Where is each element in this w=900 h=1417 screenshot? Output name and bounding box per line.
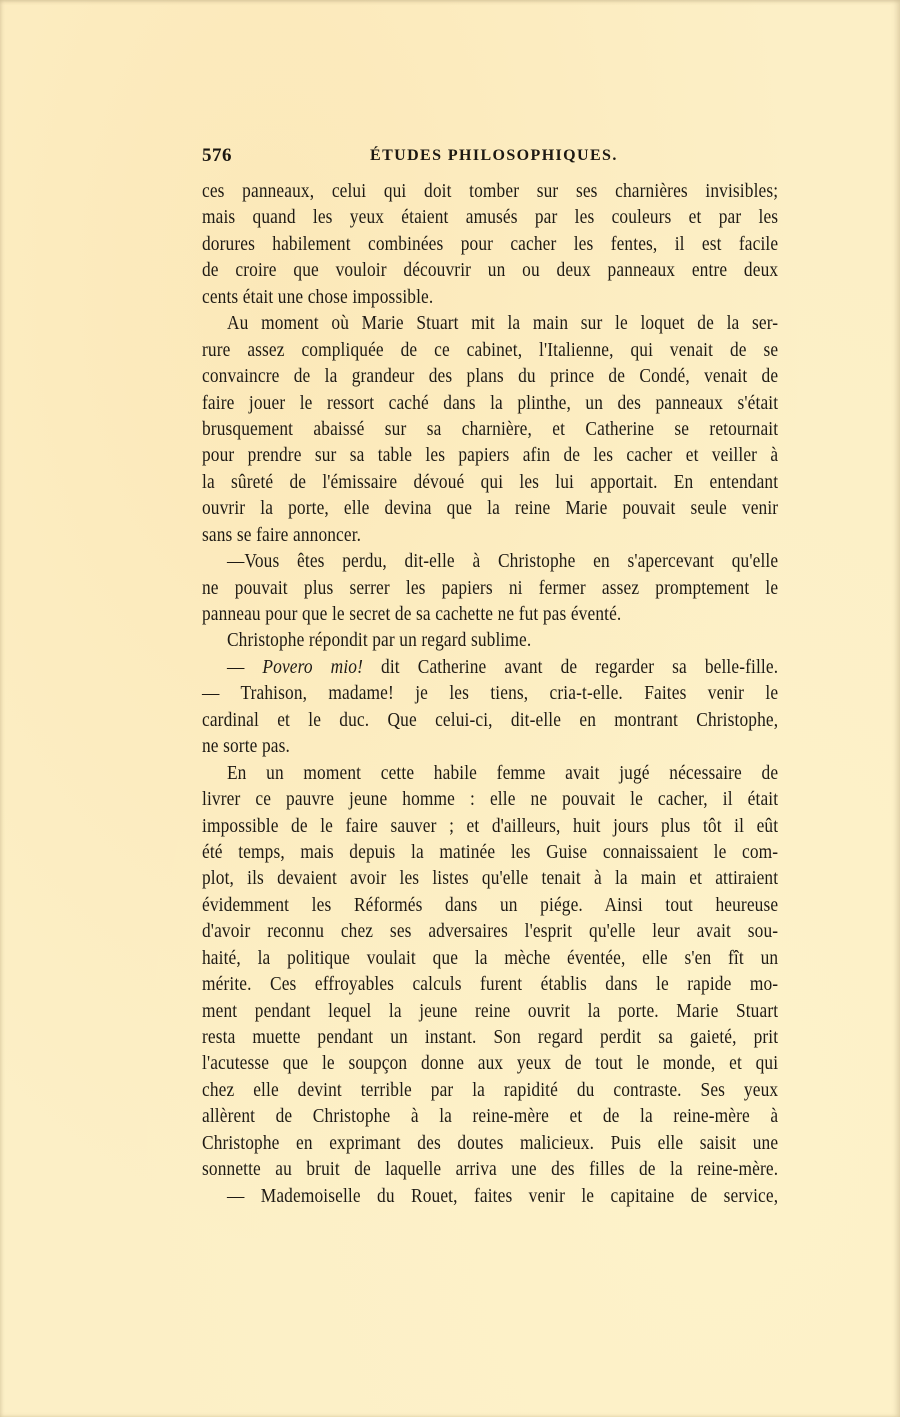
text-line: resta muette pendant un instant. Son regard perdit sa gaieté, prit bbox=[202, 1026, 779, 1048]
text-line: l'acutesse que le soupçon donne aux yeux de tout le monde, et qui bbox=[202, 1052, 779, 1075]
text-lines bbox=[202, 178, 778, 1209]
page-header bbox=[202, 145, 778, 169]
text-line: pour prendre sur sa table les papiers afin de les cacher et veiller à bbox=[202, 444, 779, 467]
text-line: plot, ils devaient avoir les listes qu'elle tenait à la main et attiraient bbox=[202, 867, 779, 890]
text-line: Christophe en exprimant des doutes malicieux. Puis elle saisit une bbox=[202, 1131, 779, 1154]
text-line: ouvrir la porte, elle devina que la reine Marie pouvait seule venir bbox=[202, 497, 779, 520]
text-line: dorures habilement combinées pour cacher les fentes, il est facile bbox=[202, 232, 779, 255]
text-line: livrer ce pauvre jeune homme : elle ne pouvait le cacher, il était bbox=[202, 788, 779, 811]
text-line: été temps, mais depuis la matinée les Guise connaissaient le com- bbox=[202, 840, 779, 863]
text-line: brusquement abaissé sur sa charnière, et Catherine se retournait bbox=[202, 417, 779, 440]
text-line: haité, la politique voulait que la mèche éventée, elle s'en fît un bbox=[202, 946, 779, 969]
text-line: la sûreté de l'émissaire dévoué qui les lui apportait. En entendant bbox=[202, 470, 779, 493]
text-line: —Vous êtes perdu, dit-elle à Christophe en s'apercevant qu'elle bbox=[226, 550, 779, 573]
body-text bbox=[202, 178, 779, 1209]
text-line: panneau pour que le secret de sa cachette ne fut pas éventé. bbox=[202, 603, 622, 625]
line-remainder: dit Catherine avant de regarder sa belle-fille. bbox=[363, 655, 779, 678]
text-line: allèrent de Christophe à la reine-mère et de la reine-mère à bbox=[202, 1105, 779, 1128]
text-line: mais quand les yeux étaient amusés par les couleurs et par les bbox=[202, 206, 779, 229]
text-line: faire jouer le ressort caché dans la plinthe, un des panneaux s'était bbox=[202, 391, 779, 414]
text-line: — Trahison, madame! je les tiens, cria-t-elle. Faites venir le bbox=[202, 682, 779, 705]
italic-phrase: Povero mio! bbox=[262, 655, 364, 678]
text-line: sans se faire annoncer. bbox=[202, 523, 362, 546]
text-line: ne sorte pas. bbox=[202, 735, 290, 758]
text-line: ne pouvait plus serrer les papiers ni fermer assez promptement le bbox=[202, 576, 779, 599]
text-line: impossible de le faire sauver ; et d'ailleurs, huit jours plus tôt il eût bbox=[202, 814, 779, 837]
text-line: de croire que vouloir découvrir un ou deux panneaux entre deux bbox=[202, 259, 779, 282]
text-line: cardinal et le duc. Que celui-ci, dit-elle en montrant Christophe, bbox=[202, 708, 779, 731]
running-head: ÉTUDES PHILOSOPHIQUES. bbox=[370, 147, 618, 164]
text-line: ment pendant lequel la jeune reine ouvrit la porte. Marie Stuart bbox=[202, 999, 779, 1022]
text-line: évidemment les Réformés dans un piége. Ainsi tout heureuse bbox=[202, 893, 779, 916]
text-line: ces panneaux, celui qui doit tomber sur ses charnières invisibles; bbox=[202, 180, 779, 202]
text-line: En un moment cette habile femme avait jugé nécessaire de bbox=[226, 761, 779, 784]
text-line: sonnette au bruit de laquelle arriva une des filles de la reine-mère. bbox=[202, 1158, 779, 1181]
text-line: mérite. Ces effroyables calculs furent établis dans le rapide mo- bbox=[202, 973, 779, 996]
dash: — bbox=[226, 655, 263, 678]
text-line: Christophe répondit par un regard sublime. bbox=[226, 629, 532, 652]
text-line: — Mademoiselle du Rouet, faites venir le capitaine de service, bbox=[226, 1184, 779, 1207]
text-line: chez elle devint terrible par la rapidité du contraste. Ses yeux bbox=[202, 1078, 779, 1101]
text-line: rure assez compliquée de ce cabinet, l'Italienne, qui venait de se bbox=[202, 338, 779, 361]
text-line: Au moment où Marie Stuart mit la main sur le loquet de la ser- bbox=[226, 312, 779, 335]
text-line-italic bbox=[202, 654, 778, 680]
text-line: convaincre de la grandeur des plans du prince de Condé, venait de bbox=[202, 365, 779, 388]
text-line: cents était une chose impossible. bbox=[202, 285, 434, 308]
page-number: 576 bbox=[202, 145, 232, 166]
text-line: d'avoir reconnu chez ses adversaires l'esprit qu'elle leur avait sou- bbox=[202, 920, 779, 943]
